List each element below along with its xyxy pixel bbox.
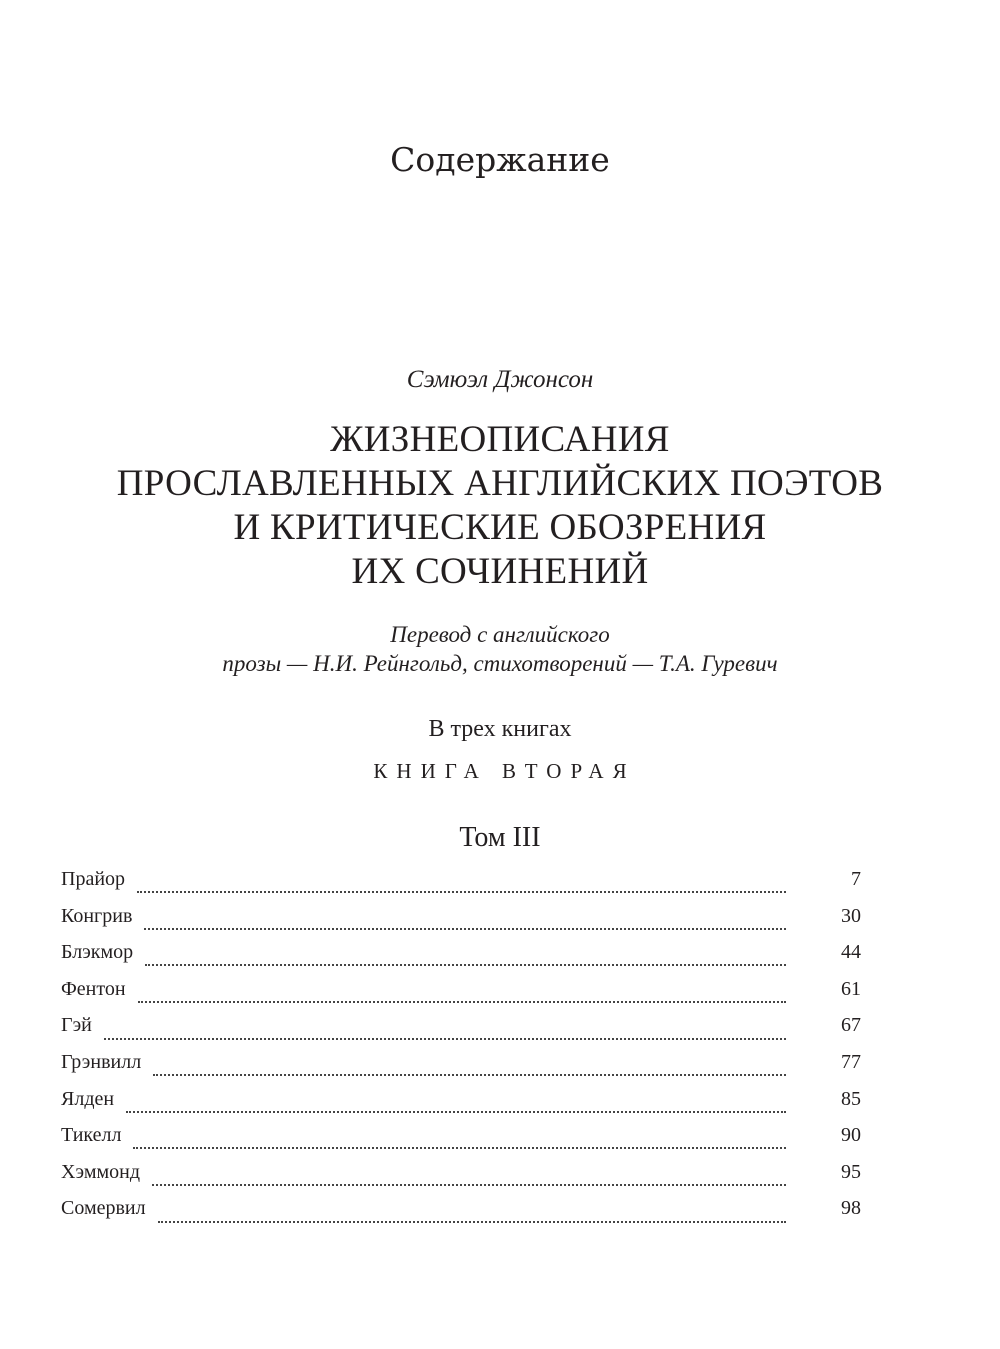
toc-entry[interactable]	[61, 1124, 861, 1161]
toc-entry[interactable]	[61, 905, 861, 942]
toc-entry[interactable]	[61, 1161, 861, 1198]
toc-dot-leader	[145, 941, 786, 978]
toc-entry-title: Хэммонд	[61, 1160, 141, 1183]
toc-entry[interactable]	[61, 868, 861, 905]
toc-entry-page: 95	[841, 1160, 861, 1183]
book-title-line-1: ЖИЗНЕОПИСАНИЯ	[330, 419, 670, 460]
toc-dot-leader	[153, 1051, 786, 1088]
toc-dot-leader	[158, 1197, 786, 1234]
translation-line-1: Перевод с английского	[390, 622, 610, 647]
toc-dot-leader	[133, 1124, 786, 1161]
toc-dot-leader	[126, 1088, 786, 1125]
toc-entry-title: Прайор	[61, 868, 126, 890]
toc-entry-page: 44	[841, 941, 861, 964]
toc-entry-page: 77	[841, 1050, 861, 1073]
dot-leader-line	[152, 1184, 786, 1186]
author-name: Сэмюэл Джонсон	[406, 366, 594, 393]
volumes-note: В трех книгах	[428, 716, 572, 742]
dot-leader-line	[145, 964, 786, 966]
toc-entry-title: Ялден	[61, 1087, 115, 1110]
toc-entry-page: 61	[841, 977, 861, 1000]
tome-heading: Том III	[459, 822, 541, 853]
toc-dot-leader	[144, 905, 786, 942]
toc-dot-leader	[152, 1161, 786, 1198]
toc-entry-page: 67	[841, 1014, 861, 1037]
toc-entry-page: 98	[841, 1197, 861, 1220]
dot-leader-line	[126, 1111, 786, 1113]
toc-entry-title: Грэнвилл	[61, 1050, 142, 1073]
toc-dot-leader	[137, 868, 786, 905]
toc-entry[interactable]	[61, 1197, 861, 1234]
book-title-line-3: И КРИТИЧЕСКИЕ ОБОЗРЕНИЯ	[233, 507, 767, 548]
book-number: КНИГА ВТОРАЯ	[373, 759, 636, 783]
page-title: Содержание	[390, 140, 610, 179]
dot-leader-line	[144, 928, 786, 930]
toc-dot-leader	[104, 1014, 786, 1051]
book-title-line-2: ПРОСЛАВЛЕННЫХ АНГЛИЙСКИХ ПОЭТОВ	[116, 463, 884, 504]
dot-leader-line	[133, 1147, 786, 1149]
toc-entry-page: 90	[841, 1124, 861, 1147]
toc-entry[interactable]	[61, 1051, 861, 1088]
translation-line-2: прозы — Н.И. Рейнгольд, стихотворений — Т.А. Гуревич	[222, 651, 778, 676]
toc-entry-page: 30	[841, 904, 861, 927]
dot-leader-line	[104, 1038, 786, 1040]
toc-dot-leader	[138, 978, 786, 1015]
toc-entry-title: Гэй	[61, 1014, 92, 1037]
toc-entry-title: Сомервил	[61, 1197, 146, 1220]
toc-entry-title: Блэкмор	[61, 941, 134, 964]
toc-entry-title: Фентон	[61, 977, 126, 1000]
book-title	[0, 418, 1000, 594]
table-of-contents	[61, 868, 861, 1234]
dot-leader-line	[158, 1221, 786, 1223]
dot-leader-line	[138, 1001, 786, 1003]
toc-entry-title: Тикелл	[61, 1124, 122, 1147]
toc-entry-page: 7	[851, 868, 861, 890]
toc-entry[interactable]	[61, 978, 861, 1015]
dot-leader-line	[137, 891, 786, 893]
toc-entry[interactable]	[61, 1088, 861, 1125]
translation-credits	[0, 620, 1000, 678]
dot-leader-line	[153, 1074, 786, 1076]
book-title-line-4: ИХ СОЧИНЕНИЙ	[351, 551, 649, 592]
toc-entry[interactable]	[61, 1014, 861, 1051]
toc-entry-page: 85	[841, 1087, 861, 1110]
toc-entry-title: Конгрив	[61, 904, 133, 927]
toc-entry[interactable]	[61, 941, 861, 978]
